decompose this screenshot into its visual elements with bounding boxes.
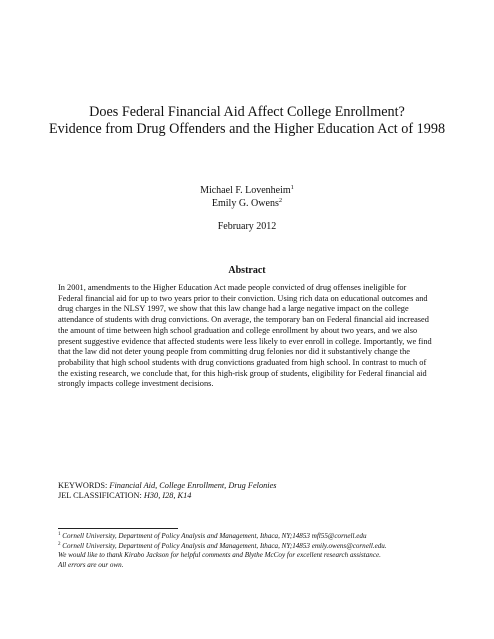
footnote-marker: 1 xyxy=(58,532,61,537)
footnotes xyxy=(58,532,448,570)
errors-note: All errors are our own. xyxy=(58,560,124,569)
author-2 xyxy=(0,197,494,210)
footnote-divider xyxy=(58,528,178,529)
author-1 xyxy=(0,184,494,197)
acknowledgements: We would like to thank Kirabo Jackson for helpful comments and Blythe McCoy for excellent research assistance. xyxy=(58,551,381,560)
keywords-block xyxy=(58,481,276,501)
abstract-text: In 2001, amendments to the Higher Education Act made people convicted of drug offenses ineligible for Federal financial aid for up to two years prior to their conviction. Using rich data on educational outcomes and drug charges in the NLSY 1997, we show that this law change had a large negative impact on the college attendance of students with drug convictions. On average, the temporary ban on Federal financial aid increased the amount of time between high school graduation and college enrollment by about two years, and we also present suggestive evidence that affected students were less likely to ever enroll in college. Importantly, we find that the law did not deter young people from committing drug felonies nor did it substantively change the probability that high school students with drug convictions graduated from high school. In contrast to much of the existing research, we conclude that, for this high-risk group of students, eligibility for Federal financial aid strongly impacts college investment decisions. xyxy=(58,283,432,389)
author-name: Emily G. Owens xyxy=(211,198,279,209)
paper-title xyxy=(40,104,454,138)
jel-line xyxy=(58,491,276,501)
keywords-line xyxy=(58,481,276,491)
keywords-value: Financial Aid, College Enrollment, Drug Felonies xyxy=(109,481,277,490)
abstract-heading: Abstract xyxy=(228,265,266,276)
footnote-marker: 1 xyxy=(290,184,294,191)
footnote-1 xyxy=(58,532,448,542)
jel-value: H30, I28, K14 xyxy=(143,491,192,501)
footnote-marker: 2 xyxy=(278,197,283,204)
footnote-2 xyxy=(58,542,448,552)
publication-date: February 2012 xyxy=(217,221,277,232)
footnote-marker: 2 xyxy=(58,541,61,547)
title-line-2: Evidence from Drug Offenders and the Higher Education Act of 1998 xyxy=(48,121,446,137)
keywords-label: KEYWORDS: xyxy=(58,481,108,490)
author-name: Michael F. Lovenheim xyxy=(200,185,291,196)
author-list xyxy=(0,184,494,210)
title-line-1: Does Federal Financial Aid Affect College Enrollment? xyxy=(89,104,405,120)
footnote-text: Cornell University, Department of Policy Analysis and Management, Ithaca, NY;14853 emily.owens@cornell.edu. xyxy=(62,541,387,550)
jel-label: JEL CLASSIFICATION: xyxy=(58,491,142,501)
footnote-text: Cornell University, Department of Policy Analysis and Management, Ithaca, NY;14853 mfl55@cornell.edu xyxy=(62,532,367,540)
